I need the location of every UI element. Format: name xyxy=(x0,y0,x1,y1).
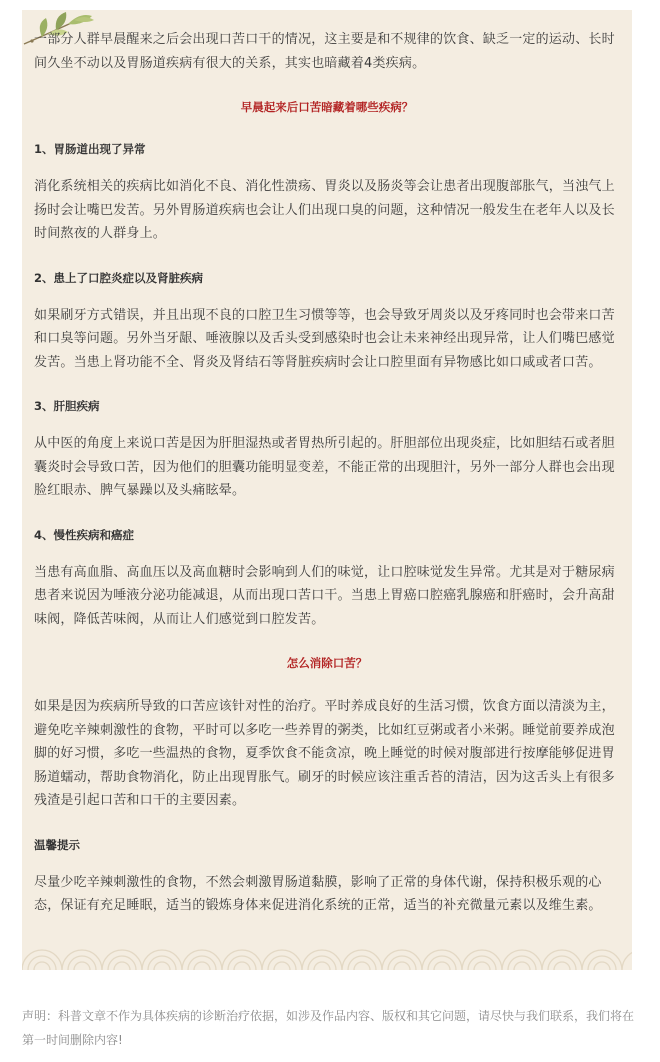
subsection-title: 1、胃肠道出现了异常 xyxy=(34,142,146,156)
intro-paragraph: 一部分人群早晨醒来之后会出现口苦口干的情况，这主要是和不规律的饮食、缺乏一定的运动、长时间久坐不动以及胃肠道疾病有很大的关系，其实也暗藏着4类疾病。 xyxy=(34,32,615,71)
subsection-title: 3、肝胆疾病 xyxy=(34,399,100,413)
article-content xyxy=(34,28,620,918)
subsection-title: 4、慢性疾病和癌症 xyxy=(34,527,135,542)
tip-title: 温馨提示 xyxy=(34,837,80,852)
article-card xyxy=(22,10,632,970)
remedy-paragraph: 如果是因为疾病所导致的口苦应该针对性的治疗。平时养成良好的生活习惯，饮食方面以清淡为主，避免吃辛辣刺激性的食物，平时可以多吃一些养胃的粥类，比如红豆粥或者小米粥。睡觉前要养成泡脚的好习惯，多吃一些温热的食物，夏季饮食不能贪凉，晚上睡觉的时候对腹部进行按摩能够促进胃肠道蠕动，帮助食物消化，防止出现胃胀气。刷牙的时候应该注重舌苔的清洁，因为这舌头上有很多残渣是引起口苦和口干的主要因素。 xyxy=(34,699,615,808)
tip-paragraph: 尽量少吃辛辣刺激性的食物，不然会刺激胃肠道黏膜，影响了正常的身体代谢，保持积极乐观的心态，保证有充足睡眠，适当的锻炼身体来促进消化系统的正常，适当的补充微量元素以及维生素。 xyxy=(34,874,602,913)
wave-pattern xyxy=(22,930,632,970)
subsection-title: 2、患上了口腔炎症以及肾脏疾病 xyxy=(34,270,203,285)
subsection-body: 消化系统相关的疾病比如消化不良、消化性溃疡、胃炎以及肠炎等会让患者出现腹部胀气，当浊气上扬时会让嘴巴发苦。另外胃肠道疾病也会让人们出现口臭的问题，这种情况一般发生在老年人以及长时间熬夜的人群身上。 xyxy=(34,179,615,241)
subsection-body: 从中医的角度上来说口苦是因为肝胆湿热或者胃热所引起的。肝胆部位出现炎症，比如胆结石或者胆囊炎时会导致口苦，因为他们的胆囊功能明显变差，不能正常的出现胆汁，另外一部分人群也会出现脸红眼赤、脾气暴躁以及头痛眩晕。 xyxy=(34,436,615,498)
section-heading-causes: 早晨起来后口苦暗藏着哪些疾病？ xyxy=(240,100,414,114)
section-heading-remedy: 怎么消除口苦？ xyxy=(286,656,368,670)
disclaimer-text: 声明：科普文章不作为具体疾病的诊断治疗依据，如涉及作品内容、版权和其它问题，请尽快与我们联系，我们将在第一时间删除内容! xyxy=(22,1009,635,1047)
subsection-body: 如果刷牙方式错误，并且出现不良的口腔卫生习惯等等，也会导致牙周炎以及牙疼同时也会带来口苦和口臭等问题。另外当牙龈、唾液腺以及舌头受到感染时也会让未来神经出现异常，让人们嘴巴感觉发苦。当患上肾功能不全、肾炎及肾结石等肾脏疾病时会让口腔里面有异物感比如口咸或者口苦。 xyxy=(34,307,615,370)
subsection-body: 当患有高血脂、高血压以及高血糖时会影响到人们的味觉，让口腔味觉发生异常。尤其是对于糖尿病患者来说因为唾液分泌功能减退，从而出现口苦口干。当患上胃癌口腔癌乳腺癌和肝癌时，会升高甜味阀，降低苦味阀，从而让人们感觉到口腔发苦。 xyxy=(34,564,615,627)
